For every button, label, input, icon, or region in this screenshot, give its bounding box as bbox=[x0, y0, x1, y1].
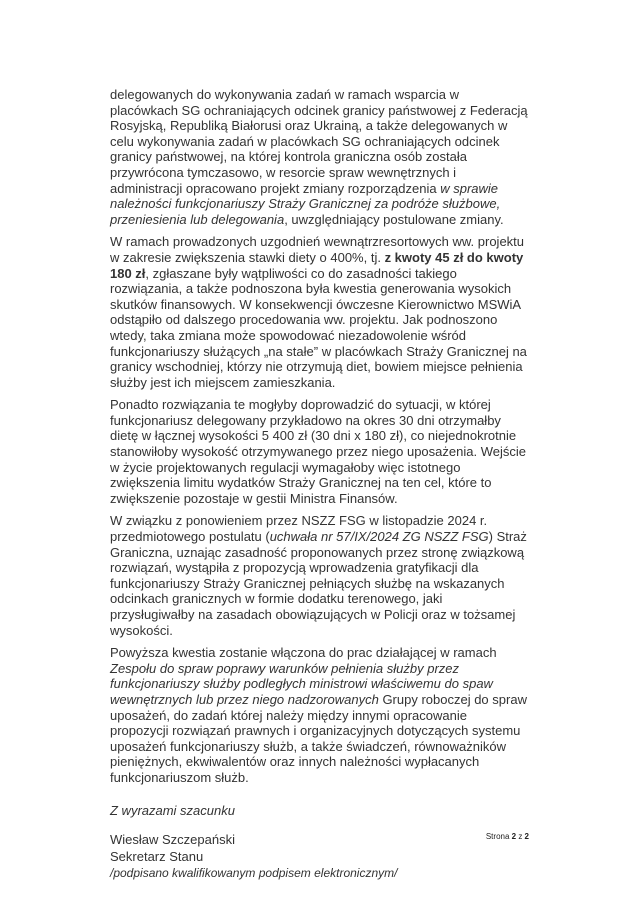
paragraph bbox=[110, 513, 529, 638]
text-run: Zespołu do spraw poprawy warunków pełnienia służby przez funkcjonariuszy służby podległych ministrowi właściwemu do spaw wewnętrznych lub przez niego nadzorowanych bbox=[110, 660, 493, 707]
text-run: Ponadto rozwiązania te mogłyby doprowadzić do sytuacji, w której funkcjonariusz delegowany przykładowo na okres 30 dni otrzymałby dietę w łącznej wysokości 5 400 zł (30 dni x 180 zł), co niejednokrotnie stanowiłoby wysokość otrzymywanego przez niego uposażenia. Wejście w życie projektowanych regulacji wymagałoby więc istotnego zwiększenia limitu wydatków Straży Granicznej na ten cel, które to zwiększenie pozostaje w gestii Ministra Finansów. bbox=[110, 397, 526, 506]
text-run: , uwzględniający postulowane zmiany. bbox=[284, 211, 504, 227]
text-run: Strona bbox=[485, 832, 512, 841]
paragraph bbox=[110, 234, 529, 390]
text-run: Grupy roboczej do spraw uposażeń, do zadań której należy między innymi opracowanie propozycji rozwiązań prawnych i organizacyjnych dotyczących systemu uposażeń funkcjonariuszy służb, a także świadczeń, równoważników pieniężnych, ekwiwalentów oraz innych należności wypłacanych funkcjonariuszom służb. bbox=[110, 691, 527, 785]
letter-body bbox=[110, 87, 529, 882]
signer-title: Sekretarz Stanu bbox=[110, 848, 204, 864]
text-run: z bbox=[516, 832, 525, 841]
paragraph bbox=[110, 645, 529, 785]
paragraph bbox=[110, 87, 529, 227]
text-run: W ramach prowadzonych uzgodnień wewnątrzresortowych ww. projektu w zakresie zwiększenia stawki diety o 400%, tj. bbox=[110, 234, 525, 265]
text-run: w sprawie należności funkcjonariuszy Straży Granicznej za podróże służbowe, przeniesienia lub delegowania bbox=[110, 180, 501, 227]
text-run: ) Straż Graniczna, uznając zasadność proponowanych przez stronę związkową rozwiązań, wystąpiła z propozycją wprowadzenia gratyfikacji dla funkcjonariuszy Straży Granicznej pełniących służbę na wskazanych odcinkach granicznych w formie dodatku terenowego, jaki przysługiwałby na zasadach obowiązujących w Policji oraz w tożsamej wysokości. bbox=[110, 529, 527, 638]
text-run: , zgłaszane były wątpliwości co do zasadności takiego rozwiązania, a także podnoszona była kwestia generowania wysokich skutków finansowych. W konsekwencji ówczesne Kierownictwo MSWiA odstąpiło od dalszego procedowania ww. projektu. Jak podnoszono wtedy, taka zmiana może spowodować niezadowolenie wśród funkcjonariuszy służących „na stałe” w placówkach Straży Granicznej na granicy wschodniej, którzy nie otrzymują diet, bowiem miejsce pełnienia służby jest ich miejscem zamieszkania. bbox=[110, 265, 527, 390]
paragraphs bbox=[110, 87, 529, 786]
text-run: W związku z ponowieniem przez NSZZ FSG w listopadzie 2024 r. przedmiotowego postulatu ( bbox=[110, 513, 488, 545]
text-run: z kwoty 45 zł do kwoty 180 zł bbox=[110, 249, 524, 281]
closing-salutation: Z wyrazami szacunku bbox=[110, 802, 235, 818]
page-number-text bbox=[486, 832, 529, 841]
text-run: Powyższa kwestia zostanie włączona do prac działającej w ramach bbox=[110, 645, 497, 661]
page-footer bbox=[110, 832, 529, 842]
paragraph bbox=[110, 397, 529, 506]
text-run: delegowanych do wykonywania zadań w ramach wsparcia w placówkach SG ochraniających odcinek granicy państwowej z Federacją Rosyjską, Republiką Białorusi oraz Ukrainą, a także delegowanych w celu wykonywania zadań w placówkach SG ochraniających odcinek granicy państwowej, na której kontrola graniczna osób została przywrócona tymczasowo, w resorcie spraw wewnętrznych i administracji opracowano projekt zmiany rozporządzenia bbox=[110, 87, 528, 196]
text-run: 2 bbox=[524, 832, 529, 841]
text-run: uchwała nr 57/IX/2024 ZG NSZZ FSG bbox=[269, 529, 489, 545]
text-run: 2 bbox=[511, 832, 517, 841]
signer-name: Wiesław Szczepański bbox=[110, 832, 235, 848]
signature-note: /podpisano kwalifikowanym podpisem elektronicznym/ bbox=[110, 866, 398, 881]
